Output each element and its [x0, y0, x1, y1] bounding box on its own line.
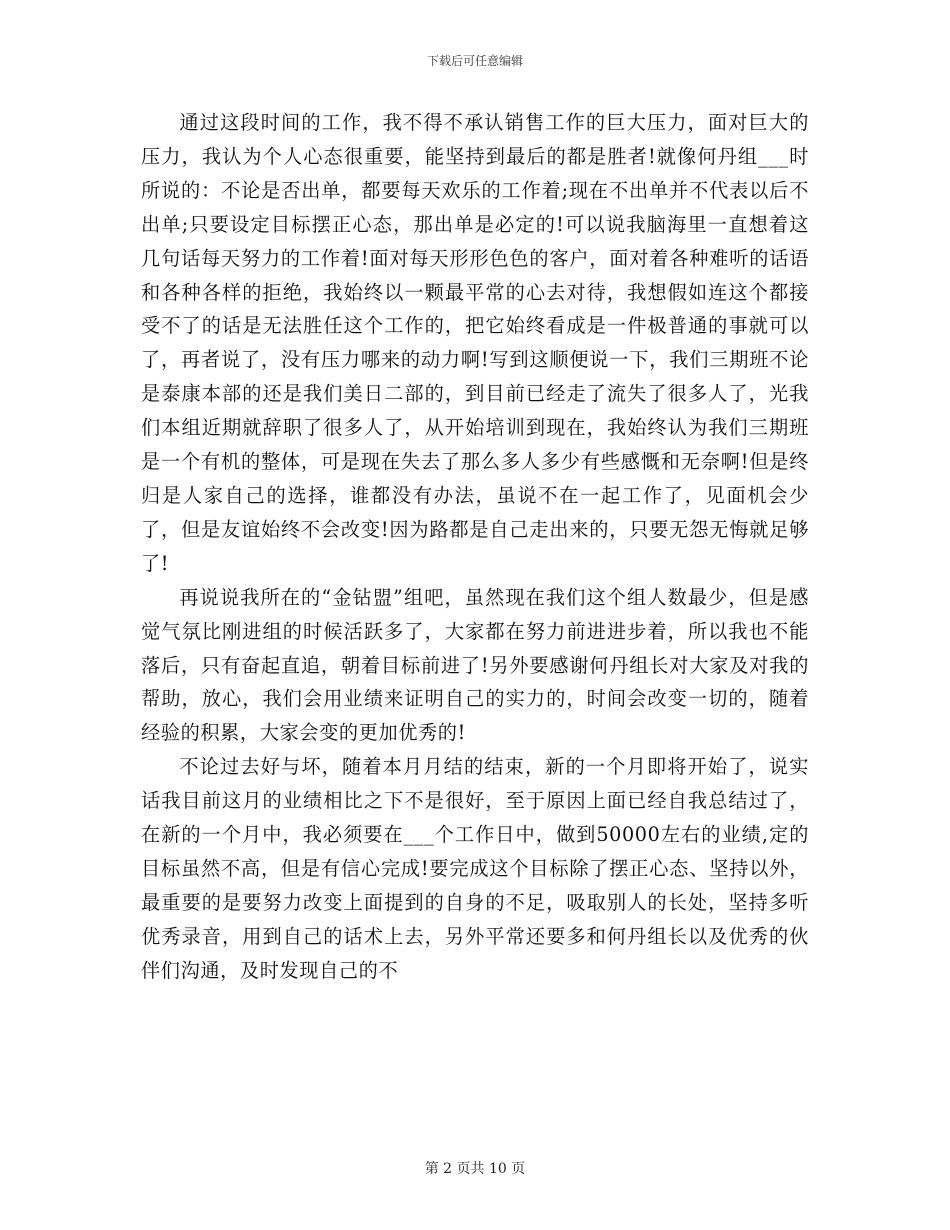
paragraph-1: 通过这段时间的工作，我不得不承认销售工作的巨大压力，面对巨大的压力，我认为个人心态很重要，能坚持到最后的都是胜者!就像何丹组___时所说的：不论是否出单，都要每天欢乐的工作着;现在不出单并不代表以后不出单;只要设定目标摆正心态，那出单是必定的!可以说我脑海里一直想着这几句话每天努力的工作着!面对每天形形色色的客户，面对着各种难听的话语和各种各样的拒绝，我始终以一颗最平常的心去对待，我想假如连这个都接受不了的话是无法胜任这个工作的，把它始终看成是一件极普通的事就可以了，再者说了，没有压力哪来的动力啊!写到这顺便说一下，我们三期班不论是泰康本部的还是我们美日二部的，到目前已经走了流失了很多人了，光我们本组近期就辞职了很多人了，从开始培训到现在，我始终认为我们三期班是一个有机的整体，可是现在失去了那么多人多少有些感慨和无奈啊!但是终归是人家自己的选择，谁都没有办法，虽说不在一起工作了，见面机会少了，但是友谊始终不会改变!因为路都是自己走出来的，只要无怨无悔就足够了! [141, 111, 809, 575]
page-footer: 第 2 页共 10 页 [424, 1161, 526, 1177]
document-body [141, 106, 809, 988]
paragraph-2: 再说说我所在的“金钻盟”组吧，虽然现在我们这个组人数最少，但是感觉气氛比刚进组的时候活跃多了，大家都在努力前进进步着，所以我也不能落后，只有奋起直追，朝着目标前进了!另外要感谢何丹组长对大家及对我的帮助，放心，我们会用业绩来证明自己的实力的，时间会改变一切的，随着经验的积累，大家会变的更加优秀的! [141, 585, 809, 745]
page-header: 下载后可任意编辑 [426, 54, 523, 68]
paragraph-3: 不论过去好与坏，随着本月月结的结束，新的一个月即将开始了，说实话我目前这月的业绩相比之下不是很好，至于原因上面已经自我总结过了，在新的一个月中，我必须要在___个工作日中，做到50000左右的业绩,定的目标虽然不高，但是有信心完成!要完成这个目标除了摆正心态、坚持以外，最重要的是要努力改变上面提到的自身的不足，吸取别人的长处，坚持多听优秀录音，用到自己的话术上去，另外平常还要多和何丹组长以及优秀的伙伴们沟通，及时发现自己的不 [141, 755, 809, 982]
